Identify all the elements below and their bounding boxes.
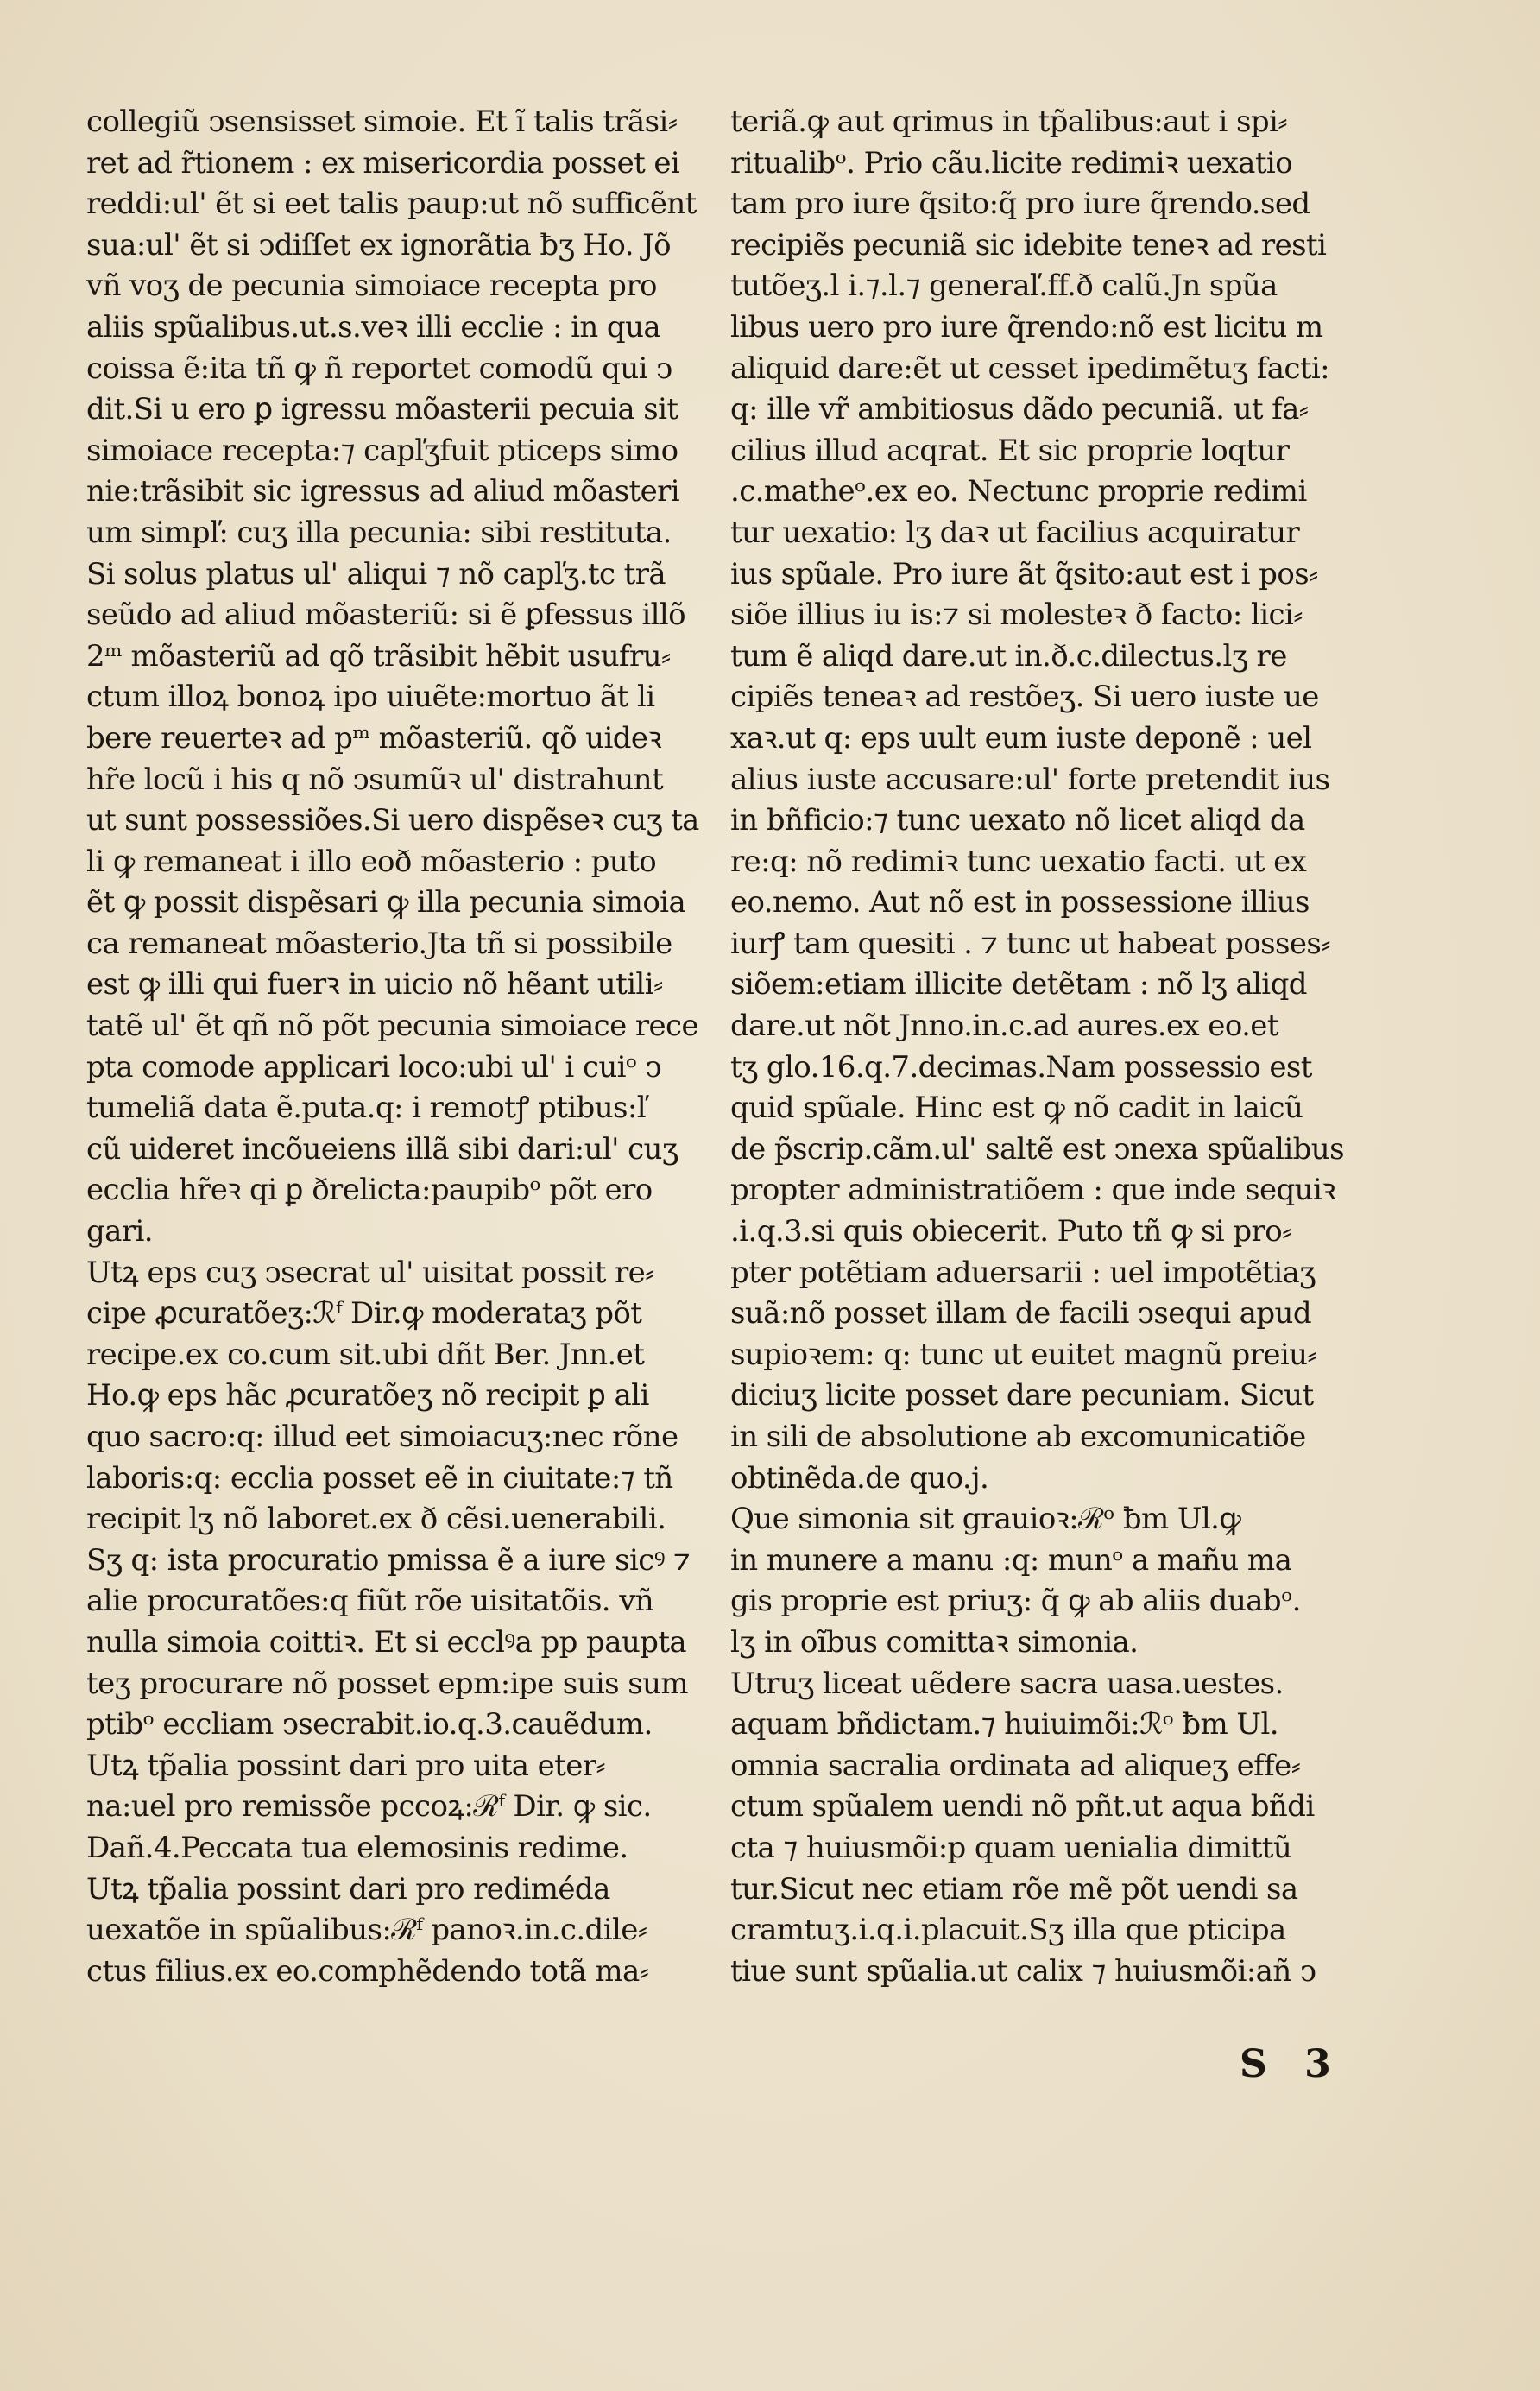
text-line: recipiẽs pecuniã sic idebite teneꝛ ad resti <box>730 227 1327 263</box>
text-line: xaꝛ.ut q: eps uult eum iuste deponẽ : uel <box>730 720 1312 756</box>
text-line: ret ad r̃tionem : ex misericordia posset ei <box>86 145 680 180</box>
text-line: nulla simoia coittiꝛ. Et si ecclꝰa pp paupta <box>86 1624 687 1660</box>
text-line: tatẽ ul' ẽt qñ nõ põt pecunia simoiace rece <box>86 1009 698 1044</box>
text-line: iurꝭ tam quesiti . ⁊ tunc ut habeat posses⸗ <box>730 926 1330 961</box>
text-line: cilius illud acqrat. Et sic proprie loqtur <box>730 433 1290 468</box>
text-line: siõe illius iu is:⁊ si molesteꝛ ð facto: lici⸗ <box>730 598 1303 633</box>
text-line: ctum spũalem uendi nõ pñt.ut aqua bñdi <box>730 1789 1315 1825</box>
text-line: Utꝝ tp̃alia possint dari pro rediméda <box>86 1871 610 1907</box>
text-line: alie procuratões:q fiũt rõe uisitatõis. vñ <box>86 1584 654 1619</box>
text-line: li ꝙ remaneat i illo eoð mõasterio : puto <box>86 844 657 879</box>
text-line: collegiũ ↄsensisset simoie. Et ĩ talis trãsi⸗ <box>86 104 678 139</box>
text-line: est ꝙ illi qui fuerꝛ in uicio nõ hẽant utili⸗ <box>86 967 663 1003</box>
text-line: quo sacro:q: illud eet simoiacuʒ:nec rõne <box>86 1420 678 1454</box>
text-line: cramtuʒ.i.q.i.placuit.Sʒ illa que pticipa <box>730 1913 1286 1948</box>
text-line: libus uero pro iure q̃rendo:nõ est licitu m <box>730 309 1323 345</box>
text-line: siõem:etiam illicite detẽtam : nõ lʒ aliqd <box>730 967 1307 1003</box>
text-line: obtinẽda.de quo.j. <box>730 1460 989 1496</box>
text-line: na:uel pro remissõe pccoꝝ:ℛᶠ Dir. ꝙ sic. <box>86 1789 652 1825</box>
text-line: uexatõe in spũalibus:ℛᶠ panoꝛ.in.c.dile⸗ <box>86 1913 647 1948</box>
text-line: ius spũale. Pro iure ãt q̃sito:aut est i pos⸗ <box>730 556 1318 591</box>
text-line: pta comode applicari loco:ubi ul' i cuiᵒ ↄ <box>86 1049 662 1085</box>
text-line: de p̃scrip.cãm.ul' saltẽ est ↄnexa spũalibus <box>730 1131 1344 1167</box>
text-line: tum ẽ aliqd dare.ut in.ð.c.dilectus.lʒ re <box>730 638 1287 674</box>
text-line: suã:nõ posset illam de facili ↄsequi apud <box>730 1296 1311 1331</box>
text-line: seũdo ad aliud mõasteriũ: si ẽ ꝑfessus illõ <box>86 598 686 633</box>
text-line: diciuʒ licite posset dare pecuniam. Sicut <box>730 1378 1314 1414</box>
text-line: pter potẽtiam aduersarii : uel impotẽtiaʒ <box>730 1255 1316 1290</box>
text-line: tʒ glo.16.q.7.decimas.Nam possessio est <box>730 1049 1312 1085</box>
text-line: sua:ul' ẽt si ↄdiſſet ex ignorãtia ƀʒ Ho. Jõ <box>86 227 672 263</box>
text-line: lʒ in oĩbus comittaꝛ simonia. <box>730 1624 1139 1660</box>
text-line: ca remaneat mõasterio.Jta tñ si possibile <box>86 926 672 961</box>
text-line: ctus filius.ex eo.comphẽdendo totã ma⸗ <box>86 1953 649 1989</box>
text-line: recipit lʒ nõ laboret.ex ð cẽsi.uenerabili. <box>86 1502 666 1537</box>
text-line: Que simonia sit grauioꝛ:ℛᵒ ƀm Ul.ꝙ <box>730 1502 1241 1537</box>
text-line: laboris:q: ecclia posset eẽ in ciuitate:⁊ tñ <box>86 1460 673 1496</box>
text-line: eo.nemo. Aut nõ est in possessione illius <box>730 885 1310 920</box>
text-line: dit.Si u ero ꝑ igressu mõasterii pecuia sit <box>86 392 678 427</box>
text-line: coissa ẽ:ita tñ ꝙ ñ reportet comodũ qui ↄ <box>86 351 672 386</box>
text-line: re:q: nõ redimiꝛ tunc uexatio facti. ut ex <box>730 844 1307 879</box>
text-line: tur uexatio: lʒ daꝛ ut facilius acquiratur <box>730 515 1300 550</box>
text-line: vñ voʒ de pecunia simoiace recepta pro <box>86 269 657 304</box>
text-line: tam pro iure q̃sito:q̃ pro iure q̃rendo.sed <box>730 187 1310 222</box>
text-line: nie:trãsibit sic igressus ad aliud mõasteri <box>86 474 680 509</box>
text-line: aliquid dare:ẽt ut cesset ipedimẽtuʒ facti: <box>730 351 1330 386</box>
text-line: 2ᵐ mõasteriũ ad qõ trãsibit hẽbit usufru⸗ <box>86 638 671 674</box>
text-line: Si solus platus ul' aliqui ⁊ nõ capľʒ.tc trã <box>86 556 666 591</box>
text-line: bere reuerteꝛ ad pᵐ mõasteriũ. qõ uideꝛ <box>86 720 661 756</box>
text-line: Utꝝ eps cuʒ ↄsecrat ul' uisitat possit re⸗ <box>86 1255 654 1290</box>
text-line: hr̃e locũ i his q nõ ↄsumũꝛ ul' distrahunt <box>86 762 664 797</box>
text-line: ẽt ꝙ possit dispẽsari ꝙ illa pecunia simoia <box>86 885 686 920</box>
text-line: ctum illoꝝ bonoꝝ ipo uiuẽte:mortuo ãt li <box>86 680 655 715</box>
text-line: Utruʒ liceat uẽdere sacra uasa.uestes. <box>730 1666 1284 1701</box>
text-line: teʒ procurare nõ posset epm:ipe suis sum <box>86 1666 689 1701</box>
text-line: aliis spũalibus.ut.s.veꝛ illi ecclie : in qua <box>86 309 661 345</box>
text-line: .i.q.3.si quis obiecerit. Puto tñ ꝙ si pro⸗ <box>730 1214 1291 1249</box>
text-line: omnia sacralia ordinata ad aliqueʒ effe⸗ <box>730 1748 1301 1783</box>
text-line: ecclia hr̃eꝛ qi ꝑ ðrelicta:paupibᵒ põt ero <box>86 1173 653 1208</box>
text-line: ut sunt possessiões.Si uero dispẽseꝛ cuʒ ta <box>86 803 699 838</box>
text-line: tumeliã data ẽ.puta.q: i remotꝭ ptibus:ľ <box>86 1091 646 1126</box>
text-line: ptibᵒ eccliam ↄsecrabit.io.q.3.cauẽdum. <box>86 1707 653 1743</box>
text-line: tiue sunt spũalia.ut calix ⁊ huiusmõi:añ ↄ <box>730 1953 1316 1989</box>
text-line: recipe.ex co.cum sit.ubi dñt Ber. Jnn.et <box>86 1337 645 1372</box>
text-line: cta ⁊ huiusmõi:p quam uenialia dimittũ <box>730 1830 1292 1865</box>
text-line: cũ uideret incõueiens illã sibi dari:ul' cuʒ <box>86 1131 678 1167</box>
text-line: propter administratiõem : que inde sequiꝛ <box>730 1173 1335 1208</box>
text-line: reddi:ul' ẽt si eet talis paup:ut nõ sufficẽnt <box>86 187 697 222</box>
text-line: dare.ut nõt Jnno.in.c.ad aures.ex eo.et <box>730 1009 1278 1044</box>
text-line: quid spũale. Hinc est ꝙ nõ cadit in laicũ <box>730 1091 1303 1126</box>
text-line: gari. <box>86 1214 153 1249</box>
text-line: simoiace recepta:⁊ capľʒfuit pticeps simo <box>86 433 678 468</box>
text-line: .c.matheᵒ.ex eo. Nectunc proprie redimi <box>730 474 1307 509</box>
text-line: gis proprie est priuʒ: q̃ ꝙ ab aliis duabᵒ. <box>730 1584 1301 1619</box>
text-line: supioꝛem: q: tunc ut euitet magnũ preiu⸗ <box>730 1337 1317 1372</box>
text-line: Utꝝ tp̃alia possint dari pro uita eter⸗ <box>86 1748 606 1783</box>
text-line: Sʒ q: ista procuratio pmissa ẽ a iure sicꝰ ⁊ <box>86 1542 691 1578</box>
text-line: aquam bñdictam.⁊ huiuimõi:ℛᵒ ƀm Ul. <box>730 1707 1278 1743</box>
text-line: ritualibᵒ. Prio cãu.licite redimiꝛ uexatio <box>730 145 1293 180</box>
text-line: in sili de absolutione ab excomunicatiõe <box>730 1420 1306 1454</box>
right-text-column <box>730 102 1352 1992</box>
text-line: tutõeʒ.l i.⁊.l.⁊ generaľ.ff.ð calũ.Jn spũa <box>730 269 1278 304</box>
text-line: um simpľ: cuʒ illa pecunia: sibi restituta. <box>86 515 672 550</box>
text-line: tur.Sicut nec etiam rõe mẽ põt uendi sa <box>730 1871 1298 1907</box>
text-line: Dañ.4.Peccata tua elemosinis redime. <box>86 1830 628 1865</box>
text-line: Ho.ꝙ eps hãc ꝓcuratõeʒ nõ recipit ꝑ ali <box>86 1378 649 1414</box>
signature-mark: S 3 <box>1240 2042 1343 2086</box>
text-line: cipe ꝓcuratõeʒ:ℛᶠ Dir.ꝙ moderataʒ põt <box>86 1296 642 1331</box>
text-line: q: ille vr̃ ambitiosus dãdo pecuniã. ut fa⸗ <box>730 392 1309 427</box>
left-text-column <box>86 102 699 1992</box>
text-line: in munere a manu :q: munᵒ a mañu ma <box>730 1542 1292 1578</box>
text-line: in bñficio:⁊ tunc uexato nõ licet aliqd da <box>730 803 1305 838</box>
text-line: cipiẽs teneaꝛ ad restõeʒ. Si uero iuste ue <box>730 680 1319 715</box>
text-line: teriã.ꝙ aut qrimus in tp̃alibus:aut i spi⸗ <box>730 104 1287 139</box>
text-line: alius iuste accusare:ul' forte pretendit ius <box>730 762 1330 797</box>
